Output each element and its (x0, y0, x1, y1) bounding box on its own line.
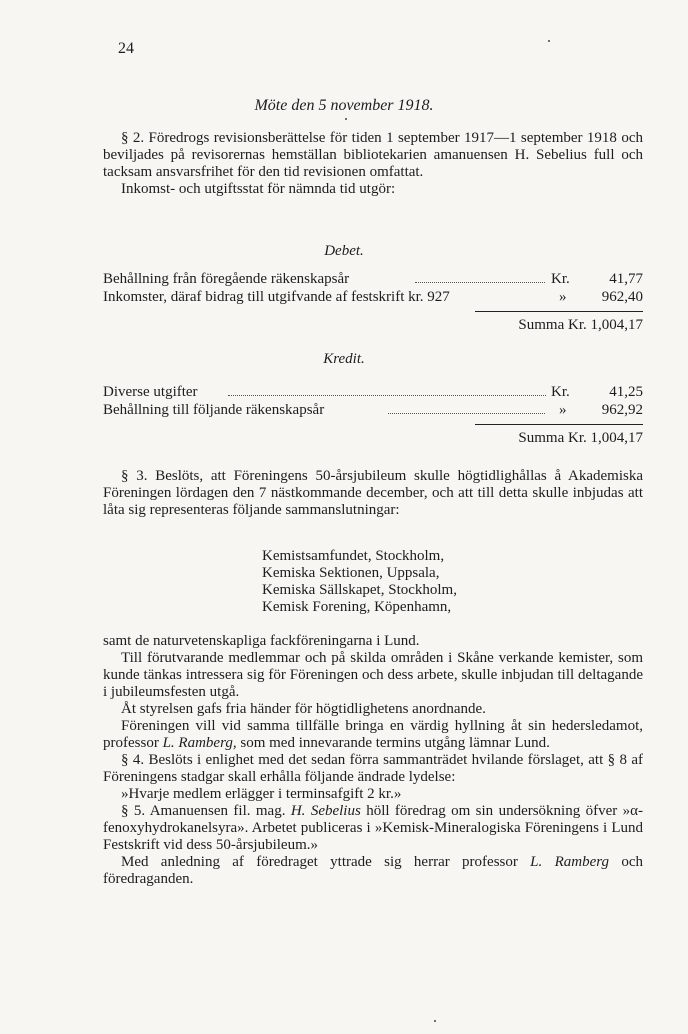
samt-text: samt de naturvetenskapliga fackföreningarna i Lund. (103, 633, 420, 649)
section-3-text: § 3. Beslöts, att Föreningens 50-årsjubileum skulle högtidlighållas å Akademiska Föreningen lördagen den 7 nästkommande december, och att till detta skulle inbjudas att låta sig representeras följande sammanslutningar: (103, 468, 643, 518)
body-paragraphs (103, 633, 643, 888)
kredit-sum (475, 430, 643, 447)
kredit-row-currency: » (559, 402, 567, 418)
debet-sum-amount: 1,004,17 (590, 317, 643, 333)
kredit-heading: Kredit. (323, 351, 365, 367)
paper-speck (548, 40, 550, 42)
debet-row (103, 271, 643, 288)
list-item: Kemistsamfundet, Stockholm, (262, 548, 445, 564)
homage-text-a: Föreningen vill vid samma tillfälle bringa en värdig hyllning åt sin hedersledamot, professor (103, 718, 643, 751)
homage-text-b: som med innevarande termins utgång lämnar Lund. (240, 735, 550, 751)
leader-dots (388, 413, 545, 414)
kredit-row-amount: 962,92 (601, 402, 643, 418)
debet-heading: Debet. (324, 243, 364, 259)
leader-dots (415, 282, 545, 283)
section-5-text-a: § 5. Amanuensen fil. mag. (121, 803, 286, 819)
debet-row-currency: Kr. (551, 271, 570, 287)
kredit-row-label: Diverse utgifter (103, 384, 198, 400)
kredit-row-label: Behållning till följande räkenskapsår (103, 402, 325, 418)
kredit-sum-amount: 1,004,17 (590, 430, 643, 446)
invitation-text: Till förutvarande medlemmar och på skilda områden i Skåne verkande kemister, som kunde tänkas intressera sig för Föreningen och dess arbete, skulle inbjudan till deltagande i jubileumsfesten utgå. (103, 650, 643, 700)
debet-row-amount: 41,77 (609, 271, 643, 287)
section-4-text: § 4. Beslöts i enlighet med det sedan förra sammanträdet hvilande förslaget, att § 8 af Föreningens stadgar skall erhålla följande ändrade lydelse: (103, 752, 643, 785)
leader-dots (228, 395, 546, 396)
kredit-sum-label: Summa Kr. (518, 430, 587, 446)
kredit-row-amount: 41,25 (609, 384, 643, 400)
sum-rule (475, 424, 643, 425)
board-text: Åt styrelsen gafs fria händer för högtidlighetens anordnande. (121, 701, 486, 717)
debet-row (103, 289, 643, 306)
quote-text: »Hvarje medlem erlägger i terminsafgift 2 kr.» (121, 786, 402, 802)
section-3-paragraph (103, 468, 643, 519)
sum-rule (475, 311, 643, 312)
debet-row-currency: » (559, 289, 567, 305)
kredit-row (103, 384, 643, 401)
section-2-paragraph (103, 130, 643, 198)
debet-row-label: Inkomster, däraf bidrag till utgifvande af festskrift kr. 927 (103, 289, 450, 305)
section-5-text-b: höll föredrag om sin undersökning öfver »α-fenoxyhydrokanelsyra». Arbetet publiceras i »Kemisk-Mineralogiska Föreningens i Lund Festskrift vid dess 50-årsjubileum.» (103, 803, 644, 853)
debet-row-amount: 962,40 (601, 289, 643, 305)
paper-speck (345, 118, 347, 120)
list-item: Kemiska Sällskapet, Stockholm, (262, 582, 457, 598)
meeting-heading: Möte den 5 november 1918. (254, 97, 434, 114)
section-5-text (103, 803, 643, 854)
person-name: L. Ramberg, (162, 735, 237, 751)
section-2-text: § 2. Föredrogs revisionsberättelse för tiden 1 september 1917—1 september 1918 och beviljades på revisorernas hemställan bibliotekarien amanuensen H. Sebelius full och tacksam ansvarsfrihet för den tid revisionen omfattat. (103, 130, 643, 180)
discussion-text-a: Med anledning af föredraget yttrade sig herrar professor (121, 854, 518, 870)
list-item: Kemisk Forening, Köpenhamn, (262, 599, 452, 615)
income-statement-intro: Inkomst- och utgiftsstat för nämnda tid utgör: (121, 181, 396, 197)
kredit-row-currency: Kr. (551, 384, 570, 400)
paper-speck (434, 1020, 436, 1022)
person-name: H. Sebelius (290, 803, 361, 819)
person-name: L. Ramberg (530, 854, 610, 870)
debet-sum (475, 317, 643, 334)
discussion-text-b: och föredraganden. (103, 854, 643, 887)
discussion-text (103, 854, 643, 888)
page-number: 24 (118, 40, 134, 57)
organisation-list (262, 548, 457, 616)
debet-row-label: Behållning från föregående räkenskapsår (103, 271, 350, 287)
kredit-row (103, 402, 643, 419)
list-item: Kemiska Sektionen, Uppsala, (262, 565, 440, 581)
homage-text (103, 718, 643, 752)
debet-sum-label: Summa Kr. (518, 317, 587, 333)
